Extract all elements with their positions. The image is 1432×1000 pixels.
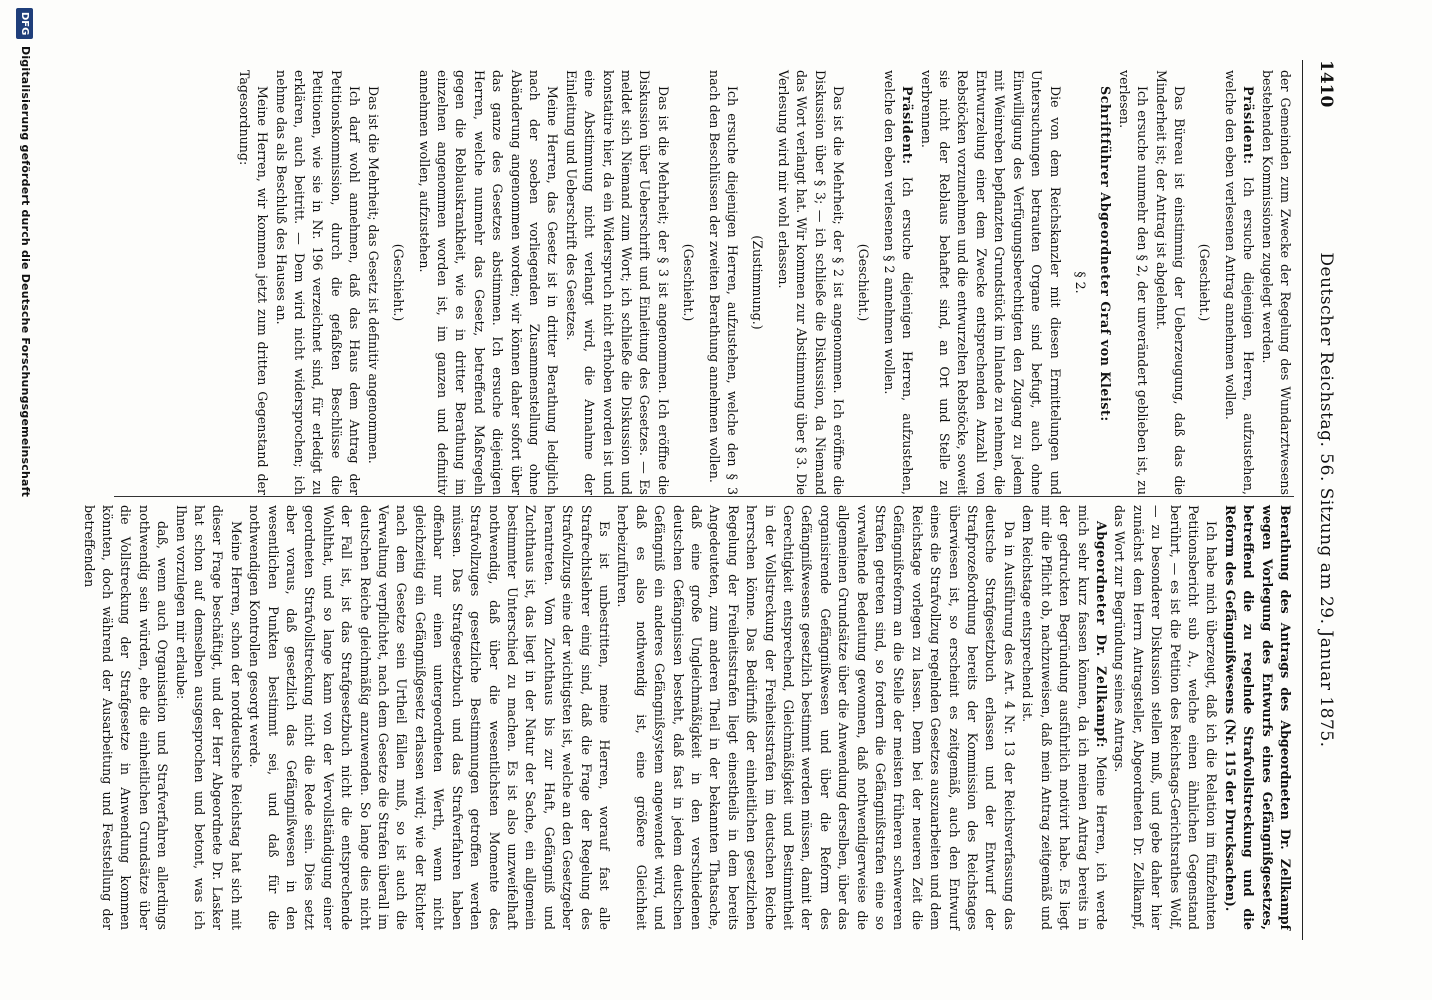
- paragraph: Das ist die Mehrheit; das Gesetz ist definitiv angenommen.: [365, 86, 381, 464]
- paragraph: Das ist die Mehrheit; der § 2 ist angenommen. Ich eröffne die Diskussion über § 3; — ich schließe die Diskussion, da Niemand das Wort verlangt hat. Wir kommen zur Abstimmung über § 3. Die Verlesung wird mir wohl erlassen.: [775, 70, 847, 495]
- paragraph: Meine Herren, das Gesetz ist in dritter Berathung lediglich nach der soeben vorliegenden Zusammenstellung ohne Abänderung angenommen worden; wir können daher sofort über das ganze des Gesetzes abstimmen. Ich ersuche diejenigen Herren, welche nunmehr das Gesetz, betreffend Maßregeln gegen die Reblauskrankheit, wie es in dritter Berathung im einzelnen angenommen worden ist, im ganzen und definitiv annehmen wollen, aufzustehen.: [416, 70, 561, 495]
- paragraph: [1096, 70, 1114, 495]
- speaker-name: Schriftführer Abgeordneter Graf von Kleist:: [1098, 86, 1114, 422]
- speaker-name: Abgeordneter Dr. Zellkampf:: [1093, 521, 1109, 748]
- speaker-name: Präsident:: [1241, 86, 1257, 165]
- paragraph: Meine Herren, schon der norddeutsche Reichstag hat sich mit dieser Frage beschäftigt, und der Herr Abgeordnete Dr. Lasker hat schon auf demselben ausgesprochen und betont, was ich Ihnen vorzulegen mir erlaube:: [173, 505, 244, 930]
- funding-note: Digitalisierung gefördert durch die Deutsche Forschungsgemeinschaft: [19, 46, 32, 498]
- paragraph: Ich ersuche nunmehr den § 2, der unverändert geblieben ist, zu verlesen.: [1116, 70, 1151, 495]
- speech-text: Ich ersuche diejenigen Herren, aufzustehen, welche den eben verlesenen § 2 annehmen wollen.: [881, 70, 916, 495]
- paragraph: der Gemeinden zum Zwecke der Regelung des Wundarztwesens bestehenden Kommissionen zugelegt werden.: [1259, 70, 1293, 495]
- page-header: [1302, 60, 1342, 940]
- header-rule: [1302, 60, 1303, 940]
- stage-direction: (Zustimmung.): [750, 235, 766, 330]
- paragraph: [879, 70, 916, 495]
- agenda-heading: Berathung des Antrags des Abgeordneten Dr. Zellkampf wegen Vorlegung des Entwurfs eines Gefängnißgesetzes, betreffend die zu regelnde Strafvollstreckung und die Reform des Gefängnißwesens (Nr. 115 der Drucksachen).: [1222, 505, 1293, 930]
- column-divider: [114, 496, 1294, 497]
- running-title: Deutscher Reichstag. 56. Sitzung am 29. Januar 1875.: [1316, 252, 1336, 748]
- speech-text: Meine Herren, ich werde mich sehr kurz fassen können, da ich meinen Antrag bereits in der gedruckten Begründung ausführlich motivirt habe. Es liegt mir die Pflicht ob, nachzuweisen, daß mein Antrag zeitgemäß und dem Reichstage entsprechend ist.: [1020, 505, 1109, 930]
- paragraph: Ich darf wohl annehmen, daß das Haus dem Antrag der Petitionskommission, durch die gefaßten Beschlüsse die Petitionen, wie sie in Nr. 196 verzeichnet sind, für erledigt zu erklären, auch beitritt. — Dem wird nicht widersprochen; ich nehme das als Beschluß des Hauses an.: [273, 70, 363, 495]
- page-number: 1410: [1316, 60, 1336, 108]
- paragraph: Meine Herren, wir kommen jetzt zum dritten Gegenstand der Tagesordnung:: [236, 70, 271, 495]
- paragraph: daß, wenn auch Organisation und Strafverfahren allerdings nothwendig sein würden, ehe die einheitlichen Grundsätze über die Vollstreckung der Strafgesetze in Anwendung kommen könnten, doch während der Ausarbeitung und Feststellung der betreffenden: [81, 505, 171, 930]
- right-column: [81, 505, 1294, 930]
- paragraph: [1018, 505, 1110, 930]
- paragraph: Das Büreau ist einstimmig der Ueberzeugung, daß das die Minderheit ist; der Antrag ist abgelehnt.: [1153, 70, 1187, 495]
- paragraph: [1220, 70, 1257, 495]
- dfg-logo: DFG: [16, 8, 33, 39]
- paragraph: Die von dem Reichskanzler mit diesen Ermittelungen und Untersuchungen betrauten Organe sind befugt, auch ohne Einwilligung des Verfügungsberechtigten den Zugang zu jedem mit Weinreben bepflanzten Grundstück im Inlande zu nehmen, die Entwurzelung einer dem Zwecke entsprechenden Anzahl von Rebstöcken vorzunehmen und die entwurzelten Rebstöcke, soweit sie nicht der Reblaus behaftet sind, an Ort und Stelle zu verbrennen.: [918, 70, 1063, 495]
- section-mark: § 2.: [1072, 271, 1088, 294]
- speaker-name: Präsident:: [900, 86, 916, 165]
- digitization-footer: [13, 0, 35, 1000]
- stage-direction: (Geschieht.): [391, 243, 407, 322]
- paragraph: Das ist die Mehrheit; der § 3 ist angenommen. Ich eröffne die Diskussion über Ueberschrift und Einleitung des Gesetzes. — Es meldet sich Niemand zum Wort; ich schließe die Diskussion und konstatire hier, da ein Widerspruch nicht erhoben worden ist und eine Abstimmung nicht verlangt wird, die Annahme der Einleitung und Ueberschrift des Gesetzes.: [563, 70, 671, 495]
- speech-text: Ich ersuche diejenigen Herren, aufzustehen, welche den eben verlesenen Antrag annehmen wollen.: [1222, 70, 1257, 495]
- paragraph: Da in Ausführung des Art. 4 Nr. 13 der Reichsverfassung das deutsche Strafgesetzbuch erlassen und der Entwurf der Strafprozeßordnung bereits der Kommission des Reichstages überwiesen ist, so erscheint es zeitgemäß, auch den Entwurf eines die Strafvollzug regelnden Gesetzes auszuarbeiten und dem Reichstage vorlegen zu lassen. Denn bei der neueren Zeit die Gefängnißreform an die Stelle der meisten früheren schwereren Strafen getreten sind, so fordern die Gefängnißstrafen eine so vorwaltende Bedeutung gewonnen, daß nothwendigerweise die allgemeinen Grundsätze über die Anwendung derselben, über das organisirende Gefängnißwesen und über die Reform des Gefängnißwesens gesetzlich bestimmt werden müssen, damit der Gerechtigkeit entsprechend, Gleichmäßigkeit und Bestimmtheit in der Vollstreckung der Freiheitsstrafen im deutschen Reiche herrschen könne. Das Bedürfniß der einheitlichen gesetzlichen Regelung der Freiheitsstrafen liegt einestheils in dem bereits Angedeuteten, zum anderen Theil in der bekannten Thatsache, daß eine große Ungleichmäßigkeit in den verschiedenen deutschen Gefängnissen besteht, daß fast in jedem deutschen Gefängniß ein anderes Gefängnißsystem angewendet wird, und daß es also nothwendig ist, eine größere Gleichheit herbeizuführen.: [615, 505, 1017, 930]
- paragraph: Ich habe mich überzeugt, daß ich die Relation im fünfzehnten Petitionsbericht sub A., welche einen ähnlichen Gegenstand berührt, — es ist die Petition des Reichstags-Gerichtsrathes Wolf, — zu besonderer Diskussion stellen muß, und gebe daher hier zunächst dem Herrn Antragsteller, Abgeordneten Dr. Zellkampf, das Wort zur Begründung seines Antrags.: [1112, 505, 1220, 930]
- stage-direction: (Geschieht.): [1197, 243, 1213, 322]
- stage-direction: (Geschieht.): [856, 243, 872, 322]
- paragraph: Ich ersuche diejenigen Herren, aufzustehen, welche den § 3 nach den Beschlüssen der zweiten Berathung annehmen wollen.: [706, 70, 741, 495]
- paragraph: Es ist unbestritten, meine Herren, worauf fast alle Strafrechtslehrer einig sind, daß die Frage der Regelung des Strafvollzugs eine der wichtigsten ist, welche an den Gesetzgeber herantreten. Vom Zuchthaus bis zur Haft, Gefängniß und Zuchthaus ist, das liegt in der Natur der Sache, ein allgemein bestimmter Unterschied zu machen. Es ist also unzweifelhaft nothwendig, daß über die wesentlichsten Momente des Strafvollzuges gesetzliche Bestimmungen getroffen werden müssen. Das Strafgesetzbuch und das Strafverfahren haben offenbar nur einen untergeordneten Werth, wenn nicht gleichzeitig ein Gefängnißgesetz erlassen wird; wie der Richter nach dem Gesetze sein Urtheil fällen muß, so ist auch die Verwaltung verpflichtet, nach dem Gesetze die Strafen überall im deutschen Reiche gleichmäßig anzuwenden. So lange dies nicht der Fall ist, ist das Strafgesetzbuch nicht die entsprechende Wohlthat, und so lange kann von der Vervollständigung einer geordneten Strafvollstreckung nicht die Rede sein. Dies setzt aber voraus, daß gesetzlich das Gefängnißwesen in den wesentlichen Punkten bestimmt sei, und daß für die nothwendigen Kontrollen gesorgt werde.: [247, 505, 612, 930]
- stage-direction: (Geschieht.): [681, 243, 697, 322]
- left-column: [124, 70, 1294, 495]
